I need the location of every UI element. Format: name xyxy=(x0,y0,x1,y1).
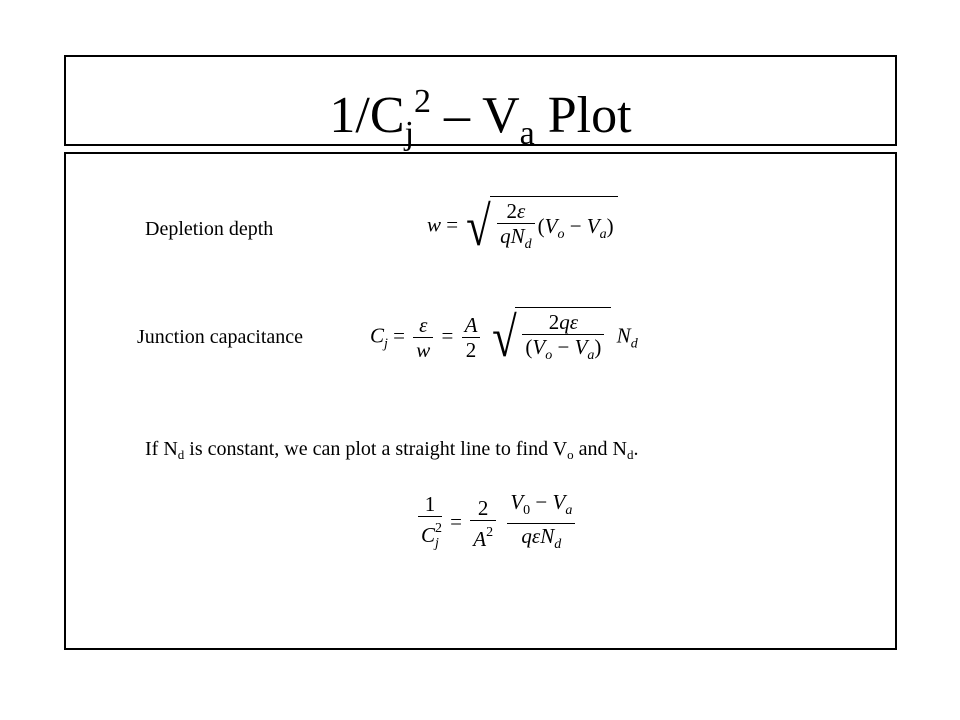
junction-capacitance-equation: $C_j$ = $\frac{\varepsilon}{w}$ = $\frac{A}{2}$ √ $\frac{2q\varepsilon}{(V_o - V_a)}$ $N_d$ xyxy=(370,306,638,369)
slide-title: $1/C_j^2 - V_a$ Plot xyxy=(329,83,632,152)
title-box xyxy=(64,55,897,152)
constant-nd-note: If $N_d$ is constant, we can plot a straight line to find $V_o$ and $N_d$. xyxy=(145,438,639,462)
depletion-depth-equation: w = √ $\frac{2\varepsilon}{qN_d}$ $(V_o - V_a)$ xyxy=(427,196,618,257)
junction-capacitance-label: Junction capacitance xyxy=(137,326,304,348)
depletion-depth-label: Depletion depth xyxy=(145,218,274,240)
inverse-capacitance-squared-equation: $\frac{1}{C^2_j}$ = $\frac{2}{A^2}$ $\frac{V_0 - V_a}{q\varepsilon N_d}$ xyxy=(415,490,578,557)
